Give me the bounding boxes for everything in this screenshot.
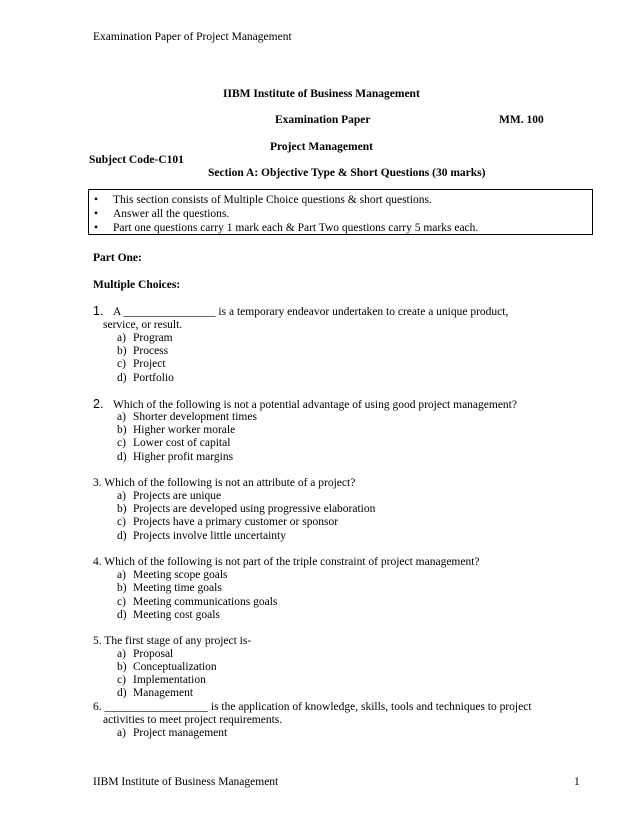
option-b: b) Conceptualization: [117, 661, 217, 673]
question-text: 3. Which of the following is not an attribute of a project?: [93, 477, 356, 489]
option-d: d) Meeting cost goals: [117, 609, 220, 621]
question-text-cont: activities to meet project requirements.: [103, 714, 283, 726]
question-text: 5. The first stage of any project is-: [93, 635, 252, 647]
option-b: b) Process: [117, 345, 169, 357]
option-a: a) Shorter development times: [117, 411, 257, 423]
instruction-item: Answer all the questions.: [113, 208, 230, 220]
option-a: a) Projects are unique: [117, 490, 222, 502]
option-d: d) Management: [117, 687, 194, 699]
option-b: b) Projects are developed using progressive elaboration: [117, 503, 376, 515]
option-c: c) Lower cost of capital: [117, 437, 231, 449]
option-c: c) Projects have a primary customer or sponsor: [117, 516, 339, 528]
instruction-item: This section consists of Multiple Choice questions & short questions.: [113, 194, 432, 206]
option-a: a) Proposal: [117, 648, 174, 660]
option-b: b) Higher worker morale: [117, 424, 236, 436]
question-text: A ________________ is a temporary endeavor undertaken to create a unique product,: [113, 306, 509, 318]
running-header: Examination Paper of Project Management: [93, 31, 292, 43]
max-marks: MM. 100: [499, 114, 544, 126]
mc-heading: Multiple Choices:: [93, 279, 181, 291]
instruction-item: Part one questions carry 1 mark each & Part Two questions carry 5 marks each.: [113, 222, 479, 234]
instructions-box: [88, 189, 593, 235]
institute-title: IIBM Institute of Business Management: [223, 88, 420, 100]
bullet-icon: •: [94, 208, 99, 220]
subject-title: Project Management: [270, 141, 373, 153]
paper-title: Examination Paper: [275, 114, 371, 126]
option-a: a) Meeting scope goals: [117, 569, 228, 581]
question-number: 1.: [93, 304, 104, 318]
option-c: c) Implementation: [117, 674, 206, 686]
question-text: Which of the following is not a potential advantage of using good project management?: [113, 399, 517, 411]
question-text-cont: service, or result.: [103, 319, 183, 331]
part-heading: Part One:: [93, 252, 142, 264]
option-b: b) Meeting time goals: [117, 582, 222, 594]
option-a: a) Program: [117, 332, 173, 344]
option-d: d) Portfolio: [117, 372, 174, 384]
question-number: 2.: [93, 397, 104, 411]
bullet-icon: •: [94, 194, 99, 206]
page-number: 1: [574, 776, 580, 788]
section-title: Section A: Objective Type & Short Questions (30 marks): [208, 167, 486, 179]
subject-code: Subject Code-C101: [89, 154, 184, 166]
option-a: a) Project management: [117, 727, 228, 739]
question-text: 6. __________________ is the application of knowledge, skills, tools and techniques to project: [93, 701, 532, 713]
question-text: 4. Which of the following is not part of the triple constraint of project management?: [93, 556, 480, 568]
option-c: c) Project: [117, 358, 166, 370]
bullet-icon: •: [94, 222, 99, 234]
option-d: d) Higher profit margins: [117, 451, 234, 463]
option-c: c) Meeting communications goals: [117, 596, 278, 608]
footer-institute: IIBM Institute of Business Management: [93, 776, 279, 788]
option-d: d) Projects involve little uncertainty: [117, 530, 286, 542]
